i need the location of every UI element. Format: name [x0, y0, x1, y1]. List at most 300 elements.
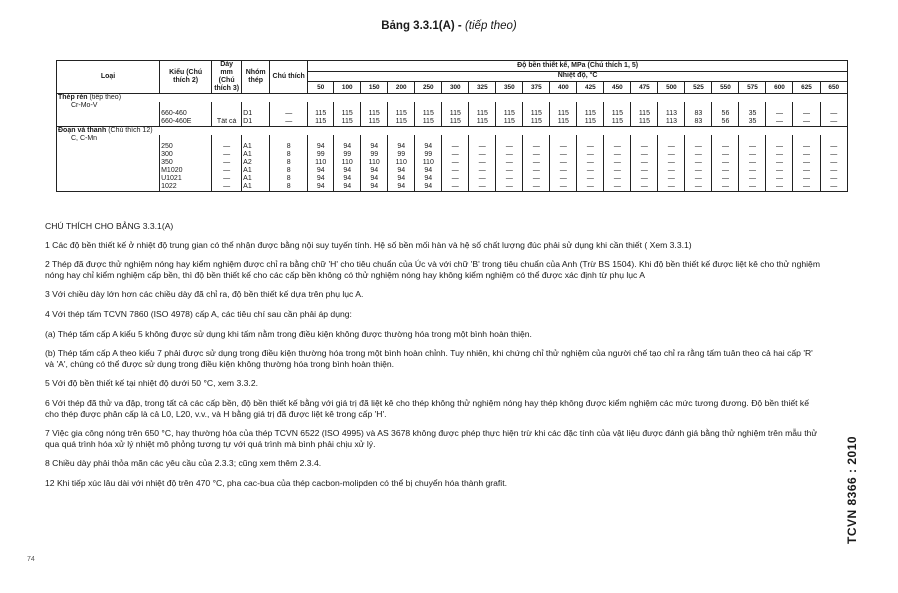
cell-nhom: A1 [242, 143, 270, 151]
cell-value: — [685, 159, 712, 167]
cell-value: 115 [577, 110, 604, 118]
note-item: 8 Chiều dày phải thỏa mãn các yêu cầu của 2.3.3; cũng xem thêm 2.3.4. [45, 458, 322, 469]
cell-value: — [793, 159, 820, 167]
cell-value: 113 [658, 118, 685, 127]
cell-chuthich: 8 [270, 183, 308, 192]
cell-value [577, 102, 604, 110]
cell-chuthich [270, 102, 308, 110]
cell-value [712, 102, 739, 110]
cell-day: — [212, 175, 242, 183]
page-mark: 74 [27, 556, 35, 563]
cell-value: — [712, 167, 739, 175]
cell-value: 94 [334, 167, 361, 175]
cell-value [442, 135, 469, 143]
cell-value: — [442, 167, 469, 175]
cell-value [523, 102, 550, 110]
cell-value: — [496, 159, 523, 167]
temperature-header-cell: 400 [550, 82, 577, 94]
cell-value: — [631, 159, 658, 167]
temperature-header-cell: 450 [604, 82, 631, 94]
note-item: 5 Với độ bền thiết kế tại nhiệt độ dưới 50 °C, xem 3.3.2. [45, 378, 258, 389]
table-title-sep: - [454, 20, 465, 32]
cell-chuthich: 8 [270, 175, 308, 183]
cell-value [334, 102, 361, 110]
cell-value: — [550, 183, 577, 192]
cell-value: 115 [388, 118, 415, 127]
cell-value: — [739, 143, 766, 151]
cell-value: — [712, 159, 739, 167]
cell-value: 35 [739, 110, 766, 118]
cell-value: — [793, 167, 820, 175]
header-temperature: Nhiệt độ, °C [308, 71, 848, 82]
temperature-header-cell: 375 [523, 82, 550, 94]
cell-value [658, 135, 685, 143]
cell-value [577, 135, 604, 143]
table-row [57, 102, 848, 110]
cell-value: — [577, 151, 604, 159]
cell-chuthich: 8 [270, 159, 308, 167]
note-item: 1 Các độ bền thiết kế ở nhiệt độ trung gian có thể nhận được bằng nội suy tuyến tính. Hệ số bền mối hàn và hệ số chất lượng đúc phải sử dụng khi cần thiết ( Xem 3.3.1) [45, 239, 692, 250]
cell-day: Tất cả [212, 118, 242, 127]
cell-value: — [550, 175, 577, 183]
header-strength: Độ bền thiết kế, MPa (Chú thích 1, 5) [308, 61, 848, 72]
cell-value: — [550, 167, 577, 175]
cell-value [793, 102, 820, 110]
cell-value: — [739, 175, 766, 183]
cell-value: — [820, 167, 848, 175]
cell-value [739, 135, 766, 143]
standard-code-label: TCVN 8366 : 2010 [845, 435, 859, 545]
cell-value: 113 [658, 110, 685, 118]
cell-value: — [685, 183, 712, 192]
cell-value: 94 [388, 143, 415, 151]
cell-value: — [766, 143, 793, 151]
cell-value: — [793, 175, 820, 183]
cell-value: 115 [415, 118, 442, 127]
cell-value: — [496, 175, 523, 183]
cell-value [739, 102, 766, 110]
section-row [57, 127, 848, 136]
cell-value: 115 [308, 118, 334, 127]
cell-value: — [550, 151, 577, 159]
cell-loai [57, 167, 160, 175]
cell-value: 99 [334, 151, 361, 159]
cell-value: 115 [334, 110, 361, 118]
temperature-header-cell: 625 [793, 82, 820, 94]
cell-nhom: A1 [242, 175, 270, 183]
table-row [57, 110, 848, 118]
cell-day: — [212, 143, 242, 151]
temperature-header-cell: 200 [388, 82, 415, 94]
cell-value [820, 135, 848, 143]
cell-value [766, 135, 793, 143]
cell-value: — [469, 167, 496, 175]
cell-value [712, 135, 739, 143]
table-title-continued: (tiếp theo) [464, 20, 517, 32]
cell-value: 115 [496, 110, 523, 118]
cell-value: 115 [604, 110, 631, 118]
cell-kieu [160, 135, 212, 143]
cell-value: 94 [361, 143, 388, 151]
cell-value: 110 [415, 159, 442, 167]
cell-value [361, 135, 388, 143]
cell-value [415, 102, 442, 110]
cell-value: 94 [415, 183, 442, 192]
cell-value [308, 135, 334, 143]
cell-loai [57, 151, 160, 159]
cell-value [308, 102, 334, 110]
cell-value: — [766, 151, 793, 159]
cell-value: — [820, 110, 848, 118]
temperature-header-cell: 425 [577, 82, 604, 94]
cell-nhom: A1 [242, 183, 270, 192]
cell-value [469, 135, 496, 143]
cell-value: 56 [712, 110, 739, 118]
temperature-header-cell: 500 [658, 82, 685, 94]
cell-value: — [685, 175, 712, 183]
cell-value: — [658, 183, 685, 192]
cell-kieu: 350 [160, 159, 212, 167]
temperature-header-cell: 475 [631, 82, 658, 94]
cell-value: 94 [388, 183, 415, 192]
table-row [57, 118, 848, 127]
cell-value: 115 [469, 110, 496, 118]
temperature-header-cell: 50 [308, 82, 334, 94]
cell-value: 115 [631, 110, 658, 118]
notes-heading: CHÚ THÍCH CHO BẢNG 3.3.1(A) [45, 221, 174, 231]
table-row [57, 135, 848, 143]
cell-nhom: A1 [242, 151, 270, 159]
cell-value: 94 [308, 167, 334, 175]
note-item: 4 Với thép tấm TCVN 7860 (ISO 4978) cấp A, các tiêu chí sau cần phải áp dụng: [45, 308, 352, 319]
cell-value: 115 [577, 118, 604, 127]
note-item: 3 Với chiều dày lớn hơn các chiều dày đã chỉ ra, độ bền thiết kế dựa trên phụ lục A. [45, 289, 364, 300]
cell-value: 56 [712, 118, 739, 127]
temperature-header-cell: 250 [415, 82, 442, 94]
cell-value: — [820, 118, 848, 127]
cell-value: 94 [361, 183, 388, 192]
cell-value: — [577, 167, 604, 175]
cell-kieu: 300 [160, 151, 212, 159]
cell-value [550, 102, 577, 110]
cell-value: — [766, 110, 793, 118]
cell-value [496, 135, 523, 143]
cell-kieu: 1022 [160, 183, 212, 192]
cell-value: 110 [388, 159, 415, 167]
cell-loai: Cr-Mo-V [57, 102, 160, 110]
temperature-header-cell: 325 [469, 82, 496, 94]
cell-value: 115 [334, 118, 361, 127]
temperature-header-cell: 550 [712, 82, 739, 94]
cell-value: 94 [334, 183, 361, 192]
cell-kieu: 250 [160, 143, 212, 151]
cell-value: — [523, 151, 550, 159]
cell-value: — [766, 167, 793, 175]
cell-value: — [712, 143, 739, 151]
cell-value: — [685, 167, 712, 175]
cell-value: 94 [361, 167, 388, 175]
cell-value: — [550, 159, 577, 167]
note-item: (a) Thép tấm cấp A kiểu 5 không được sử dụng khi tấm nằm trong điều kiện không được thường hóa trong một bình hoàn thiện. [45, 328, 532, 339]
cell-value [415, 135, 442, 143]
cell-value [388, 135, 415, 143]
cell-value: 115 [496, 118, 523, 127]
cell-value: — [469, 143, 496, 151]
cell-value: — [712, 151, 739, 159]
cell-value [523, 135, 550, 143]
cell-loai: C, C-Mn [57, 135, 160, 143]
cell-value: 115 [550, 118, 577, 127]
cell-day: — [212, 151, 242, 159]
notes-list [45, 240, 820, 489]
cell-value: 115 [523, 110, 550, 118]
cell-value [388, 102, 415, 110]
header-chu-thich: Chú thích [270, 61, 308, 94]
cell-value [631, 135, 658, 143]
table-row [57, 159, 848, 167]
design-strength-table [56, 60, 848, 192]
cell-value: — [577, 159, 604, 167]
cell-value: 115 [604, 118, 631, 127]
section-title-note: (tiếp theo) [89, 94, 122, 101]
temperature-header-cell: 350 [496, 82, 523, 94]
cell-value: — [739, 183, 766, 192]
cell-value: — [739, 151, 766, 159]
cell-day: — [212, 183, 242, 192]
cell-value: 83 [685, 118, 712, 127]
cell-day: — [212, 167, 242, 175]
cell-value: 94 [334, 175, 361, 183]
note-item: 12 Khi tiếp xúc lâu dài với nhiệt độ trên 470 °C, pha cac-bua của thép cacbon-molipden có thể bị chuyển hóa thành grafit. [45, 477, 507, 488]
cell-value [604, 135, 631, 143]
cell-value: — [631, 183, 658, 192]
cell-value: 94 [308, 183, 334, 192]
cell-chuthich: 8 [270, 167, 308, 175]
cell-value: — [442, 159, 469, 167]
cell-value: 94 [415, 175, 442, 183]
cell-value [361, 102, 388, 110]
cell-value: — [469, 159, 496, 167]
cell-value: — [469, 151, 496, 159]
section-title-text: Đoạn và thanh [58, 127, 107, 134]
cell-value: 83 [685, 110, 712, 118]
cell-value: — [442, 183, 469, 192]
cell-value: — [523, 175, 550, 183]
cell-value: — [604, 159, 631, 167]
cell-value: — [658, 159, 685, 167]
cell-value [631, 102, 658, 110]
cell-value: — [604, 175, 631, 183]
cell-value: — [604, 167, 631, 175]
header-loai: Loại [57, 61, 160, 94]
cell-chuthich: 8 [270, 143, 308, 151]
cell-value: — [793, 143, 820, 151]
cell-value: 99 [308, 151, 334, 159]
header-nhom-thep: Nhóm thép [242, 61, 270, 94]
note-item: 2 Thép đã được thử nghiệm nóng hay kiểm nghiệm được chỉ ra bằng chữ 'H' cho tiêu chuẩn của Úc và với chữ 'B' trong tiêu chuẩn của Anh (Trừ BS 1504). Khi độ bền thiết kế được liệt kê cho thử nghiệm nóng hay chỉ kiểm nghiệm cấp bền, thì độ bền thiết kế cho các cấp bền không có thử nghiệm nóng hay không kiểm nghiệm có thể được xác định từ phụ lục A [45, 259, 820, 280]
cell-day [212, 135, 242, 143]
cell-nhom: A1 [242, 167, 270, 175]
cell-chuthich [270, 135, 308, 143]
cell-value: — [766, 175, 793, 183]
cell-loai [57, 159, 160, 167]
cell-nhom: A2 [242, 159, 270, 167]
cell-value [496, 102, 523, 110]
cell-value: — [604, 183, 631, 192]
cell-value: — [523, 167, 550, 175]
temperature-header-cell: 650 [820, 82, 848, 94]
cell-value: — [523, 183, 550, 192]
cell-value [469, 102, 496, 110]
cell-loai [57, 183, 160, 192]
cell-value: 115 [442, 118, 469, 127]
temperature-header-cell: 300 [442, 82, 469, 94]
cell-value: 94 [361, 175, 388, 183]
cell-value: — [442, 151, 469, 159]
table-title [0, 20, 898, 32]
cell-value: — [820, 159, 848, 167]
cell-value: — [685, 151, 712, 159]
cell-value: — [631, 143, 658, 151]
cell-value: — [820, 143, 848, 151]
header-day: Dày mm (Chú thích 3) [212, 61, 242, 94]
cell-value [793, 135, 820, 143]
cell-loai [57, 143, 160, 151]
cell-loai [57, 110, 160, 118]
cell-value: — [820, 175, 848, 183]
cell-value: 115 [523, 118, 550, 127]
cell-value: — [442, 143, 469, 151]
cell-kieu: M1020 [160, 167, 212, 175]
cell-value: — [577, 143, 604, 151]
cell-value: — [658, 175, 685, 183]
temperature-header-cell: 600 [766, 82, 793, 94]
cell-value: — [739, 159, 766, 167]
cell-value [334, 135, 361, 143]
cell-chuthich: — [270, 118, 308, 127]
cell-value [442, 102, 469, 110]
temperature-header-cell: 575 [739, 82, 766, 94]
cell-value: — [496, 151, 523, 159]
cell-value: 94 [334, 143, 361, 151]
cell-value: 110 [308, 159, 334, 167]
note-item: (b) Thép tấm cấp A theo kiểu 7 phải được sử dụng trong điều kiện thường hóa trong một bình hoàn chỉnh. Tuy nhiên, khi chứng chỉ thử nghiệm của người chế tạo chỉ ra rằng tấm tuân theo cả hai cấp 'R' và 'A', chúng có thể được sử dụng trong điều kiện không thường hóa trong bình hoàn thiện. [45, 348, 813, 369]
cell-chuthich: — [270, 110, 308, 118]
cell-chuthich: 8 [270, 151, 308, 159]
cell-value [550, 135, 577, 143]
cell-value: 115 [308, 110, 334, 118]
table-row [57, 175, 848, 183]
cell-nhom [242, 102, 270, 110]
section-row [57, 94, 848, 103]
cell-value: — [631, 151, 658, 159]
cell-value: 94 [388, 175, 415, 183]
cell-value: — [631, 175, 658, 183]
cell-value: — [766, 183, 793, 192]
section-title [57, 94, 848, 103]
temperature-header-cell: 525 [685, 82, 712, 94]
table-row [57, 183, 848, 192]
cell-kieu: U1021 [160, 175, 212, 183]
cell-nhom [242, 135, 270, 143]
cell-value [685, 135, 712, 143]
cell-kieu: 660-460E [160, 118, 212, 127]
cell-value: — [820, 183, 848, 192]
cell-value: 99 [361, 151, 388, 159]
table-row [57, 151, 848, 159]
cell-value: — [523, 143, 550, 151]
cell-value: 115 [631, 118, 658, 127]
cell-value: — [766, 159, 793, 167]
cell-value: — [793, 118, 820, 127]
cell-value: 115 [415, 110, 442, 118]
cell-value: — [793, 151, 820, 159]
cell-value [820, 102, 848, 110]
cell-value: — [496, 183, 523, 192]
cell-value: 99 [388, 151, 415, 159]
notes-section [45, 221, 820, 498]
cell-value: — [712, 175, 739, 183]
cell-value: 110 [334, 159, 361, 167]
cell-value: — [658, 143, 685, 151]
cell-value: — [739, 167, 766, 175]
cell-value: 94 [415, 143, 442, 151]
cell-value: 115 [361, 110, 388, 118]
note-item: 6 Với thép đã thử va đập, trong tất cả các cấp bền, độ bền thiết kế bằng với giá trị đã liệt kê cho thép không thử nghiệm nóng hay thép không được kiểm nghiệm các mức tương đương. Độ bền thiết kế cho thép được phân cấp là cả L0, L20, v.v., và H bằng giá trị đã được liệt kê trong cấp 'H'. [45, 397, 810, 419]
section-title-note: (Chú thích 12) [108, 127, 153, 134]
cell-value: 99 [415, 151, 442, 159]
cell-value: 115 [388, 110, 415, 118]
table-title-main: Bảng 3.3.1(A) [381, 20, 455, 32]
cell-value [685, 102, 712, 110]
cell-nhom: D1 [242, 110, 270, 118]
cell-value: — [496, 143, 523, 151]
cell-value: — [496, 167, 523, 175]
cell-value: — [469, 175, 496, 183]
cell-day [212, 110, 242, 118]
cell-value: — [766, 118, 793, 127]
cell-value: — [523, 159, 550, 167]
cell-value: — [550, 143, 577, 151]
cell-value: — [658, 167, 685, 175]
cell-value: 94 [388, 167, 415, 175]
cell-value: — [442, 175, 469, 183]
cell-value: — [793, 183, 820, 192]
cell-value: 115 [550, 110, 577, 118]
cell-value: — [469, 183, 496, 192]
cell-value: 94 [308, 143, 334, 151]
cell-loai [57, 118, 160, 127]
cell-value: — [685, 143, 712, 151]
cell-value: 110 [361, 159, 388, 167]
cell-value [604, 102, 631, 110]
cell-value: 115 [361, 118, 388, 127]
temperature-header-cell: 150 [361, 82, 388, 94]
cell-value: 94 [308, 175, 334, 183]
cell-value: — [577, 183, 604, 192]
cell-value: 115 [469, 118, 496, 127]
cell-value: — [793, 110, 820, 118]
section-title-text: Thép rèn [58, 94, 88, 101]
table-row [57, 167, 848, 175]
cell-day: — [212, 159, 242, 167]
cell-value: — [820, 151, 848, 159]
header-kieu: Kiểu (Chú thích 2) [160, 61, 212, 94]
cell-kieu [160, 102, 212, 110]
cell-value: 35 [739, 118, 766, 127]
cell-value [658, 102, 685, 110]
cell-value: — [577, 175, 604, 183]
